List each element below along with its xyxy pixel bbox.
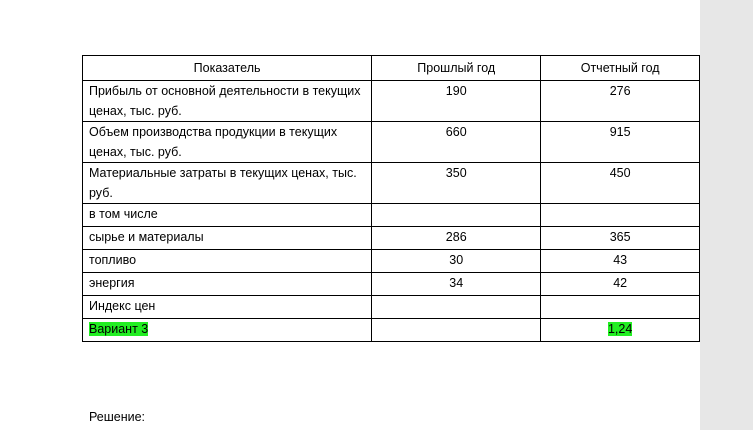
table-row: [83, 250, 700, 273]
row-label: Прибыль от основной деятельности в текущих ценах, тыс. руб.: [83, 81, 372, 122]
row-previous-value: [372, 204, 541, 227]
header-indicator: Показатель: [83, 56, 372, 81]
row-label: Индекс цен: [83, 296, 372, 319]
table-row: [83, 273, 700, 296]
row-report-value: [541, 296, 700, 319]
row-report-value: 450: [541, 163, 700, 204]
table-row: [83, 227, 700, 250]
header-report-year: Отчетный год: [541, 56, 700, 81]
row-report-value: 43: [541, 250, 700, 273]
row-report-value: [541, 319, 700, 342]
row-previous-value: [372, 296, 541, 319]
row-report-value: 42: [541, 273, 700, 296]
row-report-value: 276: [541, 81, 700, 122]
variant-highlight: Вариант 3: [89, 322, 149, 336]
row-label: Объем производства продукции в текущих ценах, тыс. руб.: [83, 122, 372, 163]
table-row: [83, 163, 700, 204]
solution-label: Решение:: [89, 410, 146, 424]
row-previous-value: 660: [372, 122, 541, 163]
table-row: [83, 81, 700, 122]
table-header-row: [83, 56, 700, 81]
table-row: [83, 296, 700, 319]
document-side-panel: [700, 0, 753, 430]
row-label: энергия: [83, 273, 372, 296]
row-previous-value: 286: [372, 227, 541, 250]
row-label: сырье и материалы: [83, 227, 372, 250]
row-report-value: 915: [541, 122, 700, 163]
row-label: топливо: [83, 250, 372, 273]
indicators-table: [82, 55, 700, 342]
row-previous-value: 30: [372, 250, 541, 273]
table-row: [83, 204, 700, 227]
row-previous-value: 34: [372, 273, 541, 296]
row-label: [83, 319, 372, 342]
row-label: Материальные затраты в текущих ценах, тыс. руб.: [83, 163, 372, 204]
row-label: в том числе: [83, 204, 372, 227]
row-previous-value: [372, 319, 541, 342]
row-previous-value: 190: [372, 81, 541, 122]
row-previous-value: 350: [372, 163, 541, 204]
table-row: [83, 319, 700, 342]
price-index-highlight: 1,24: [607, 322, 633, 336]
row-report-value: [541, 204, 700, 227]
table-row: [83, 122, 700, 163]
row-report-value: 365: [541, 227, 700, 250]
header-previous-year: Прошлый год: [372, 56, 541, 81]
